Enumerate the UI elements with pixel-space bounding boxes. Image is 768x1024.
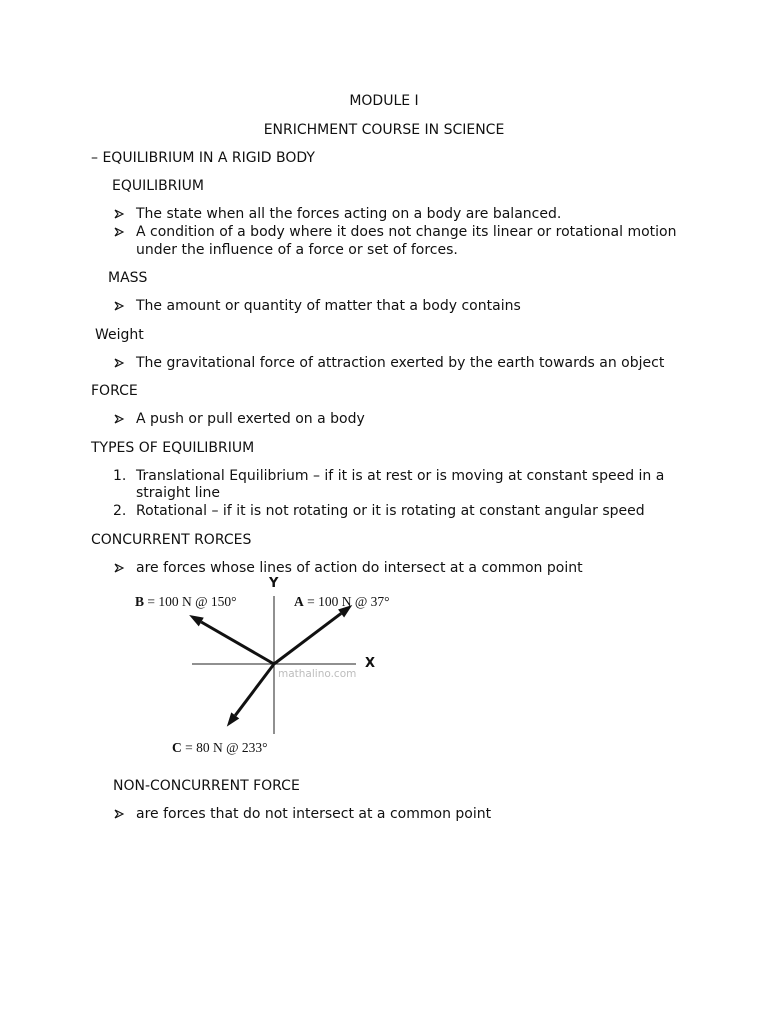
equilibrium-bullet-2-cont: under the influence of a force or set of forces.	[136, 242, 458, 258]
types-heading: TYPES OF EQUILIBRIUM	[91, 440, 255, 456]
x-axis-label: X	[365, 656, 376, 671]
arrowhead-bullet-icon	[113, 562, 125, 574]
mass-heading: MASS	[108, 270, 148, 286]
arrowhead-bullet-icon	[113, 808, 125, 820]
force-heading: FORCE	[91, 383, 138, 399]
equilibrium-heading: EQUILIBRIUM	[112, 178, 204, 194]
arrowhead-bullet-icon	[113, 208, 125, 220]
types-item-1-line-2: straight line	[136, 485, 220, 501]
arrowhead-bullet-icon	[113, 226, 125, 238]
nonconcurrent-heading: NON-CONCURRENT FORCE	[113, 778, 300, 794]
y-axis-label: Y	[269, 576, 279, 591]
equilibrium-bullet-2: A condition of a body where it does not change its linear or rotational motion	[136, 224, 677, 240]
watermark: mathalino.com	[278, 668, 357, 680]
force-label-a: A = 100 N @ 37°	[294, 594, 390, 609]
force-vector-a	[274, 613, 341, 664]
module-title: MODULE I	[349, 93, 419, 109]
equilibrium-bullet-1: The state when all the forces acting on a body are balanced.	[136, 206, 562, 222]
topic-title: – EQUILIBRIUM IN A RIGID BODY	[91, 150, 315, 166]
arrowhead-bullet-icon	[113, 300, 125, 312]
types-item-2-line-1: Rotational – if it is not rotating or it is rotating at constant angular speed	[136, 503, 645, 519]
arrowhead-b-icon	[189, 615, 204, 626]
mass-bullet-1: The amount or quantity of matter that a body contains	[136, 298, 521, 314]
arrowhead-bullet-icon	[113, 357, 125, 369]
arrowhead-bullet-icon	[113, 413, 125, 425]
nonconcurrent-bullet-1: are forces that do not intersect at a common point	[136, 806, 492, 822]
force-label-c: C = 80 N @ 233°	[172, 740, 268, 755]
weight-heading: Weight	[95, 327, 144, 343]
types-item-1-line-1: Translational Equilibrium – if it is at rest or is moving at constant speed in a	[136, 468, 665, 484]
force-vector-c	[235, 664, 274, 715]
types-item-1-number: 1.	[113, 468, 127, 484]
types-item-2-number: 2.	[113, 503, 127, 519]
force-label-b: B = 100 N @ 150°	[135, 594, 237, 609]
force-bullet-1: A push or pull exerted on a body	[136, 411, 365, 427]
weight-bullet-1: The gravitational force of attraction exerted by the earth towards an object	[136, 355, 665, 371]
concurrent-bullet-1: are forces whose lines of action do intersect at a common point	[136, 560, 583, 576]
course-title: ENRICHMENT COURSE IN SCIENCE	[263, 122, 505, 138]
concurrent-heading: CONCURRENT RORCES	[91, 532, 252, 548]
force-vectors	[189, 605, 352, 727]
force-vector-b	[201, 622, 274, 664]
concurrent-forces-diagram	[128, 570, 408, 766]
